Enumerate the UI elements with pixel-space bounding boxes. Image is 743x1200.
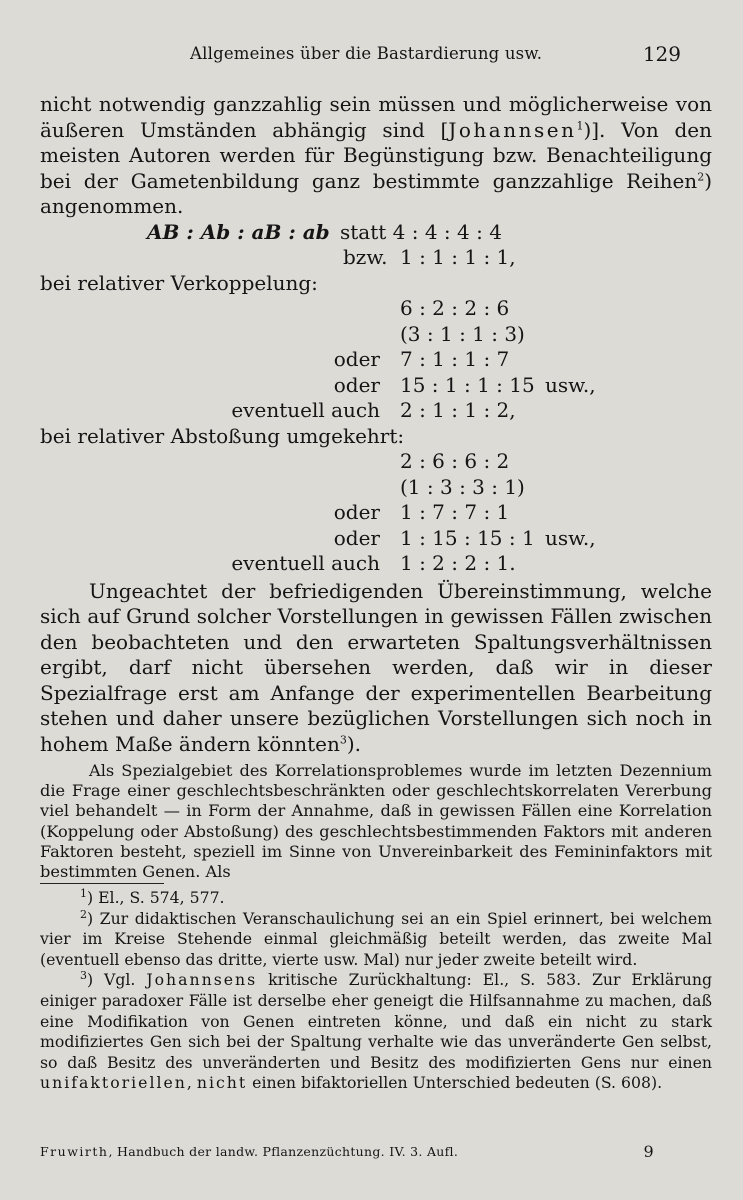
row-ratio: 1 : 7 : 7 : 1	[400, 500, 510, 524]
ratio-row	[40, 526, 712, 552]
row-ratio: (3 : 1 : 1 : 3)	[400, 321, 525, 346]
text-span: ).	[346, 731, 362, 756]
row-lead: oder	[333, 347, 380, 371]
ratio-row	[40, 398, 712, 424]
text-span: kritische Zurückhaltung: El., S. 583. Zur Erklärung einiger paradoxer Fälle ist derselbe eher geneigt die Hilfsannahme zu machen, daß eine Modifikation von Genen eintreten könne, und daß ein nicht zu stark modifiziertes Gen sich bei der Spaltung verhalte wie das unveränderte Gen selbst, so daß Besitz des unveränderten und Besitz des modifizierten Gens nur einen	[40, 970, 713, 1072]
footnote-mark: 1	[80, 886, 87, 900]
ratio-statt: statt 4 : 4 : 4 : 4	[340, 219, 502, 244]
text-span: ) angenommen.	[40, 168, 712, 218]
footnote-ref: 2	[697, 169, 705, 183]
author-name: Johannsen	[448, 117, 577, 142]
signature-mark: 9	[643, 1142, 654, 1161]
footnote-mark: 3	[80, 969, 87, 983]
text-span: nicht notwendig ganzzahlig sein müssen und möglicherweise von äußeren Umständen abhängig sind [	[40, 92, 712, 142]
footnote-2	[40, 909, 712, 971]
row-lead: bzw.	[343, 245, 388, 269]
emphasis: nicht	[196, 1073, 248, 1093]
footer-author: Fruwirth	[40, 1144, 109, 1159]
text-span: Ungeachtet der befriedigenden Übereinstimmung, welche sich auf Grund solcher Vorstellungen in gewissen Fällen zwischen den beobachteten und den erwarteten Spaltungsverhältnissen ergibt, darf nicht übersehen werden, daß wir in dieser Spezialfrage erst am Anfange der experimentellen Bearbeitung stehen und daher unsere bezüglichen Vorstellungen sich noch in hohem Maße ändern könnten	[40, 578, 712, 756]
row-ratio: 1 : 2 : 2 : 1.	[400, 551, 516, 575]
label-abstossung: bei relativer Abstoßung umgekehrt:	[40, 423, 405, 448]
ratio-row	[40, 475, 712, 501]
row-lead: eventuell auch	[231, 551, 380, 575]
row-ratio: (1 : 3 : 3 : 1)	[400, 474, 525, 499]
text-span: einen bifaktoriellen Unterschied bedeuten (S. 608).	[247, 1073, 663, 1093]
ratio-bzw: 1 : 1 : 1 : 1,	[400, 245, 516, 269]
row-tail: usw.,	[545, 372, 596, 397]
text-span: ) El., S. 574, 577.	[87, 888, 225, 907]
footnote-1	[40, 888, 712, 909]
genotype-formula: AB : Ab : aB : ab	[147, 219, 330, 244]
ratio-row	[40, 347, 712, 373]
label-verkoppelung: bei relativer Verkoppelung:	[40, 270, 318, 295]
footer-title: , Handbuch der landw. Pflanzenzüchtung. IV. 3. Aufl.	[108, 1144, 459, 1159]
verkoppelung-ratios	[40, 296, 712, 424]
row-tail: usw.,	[545, 525, 596, 550]
emphasis: unifaktoriellen	[40, 1073, 187, 1093]
running-title: Allgemeines über die Bastardierung usw.	[190, 44, 543, 63]
author-name: Johannsens	[146, 970, 258, 990]
formula-row-bzw	[40, 245, 712, 271]
footnotes	[40, 888, 712, 1094]
row-ratio: 1 : 15 : 15 : 1	[400, 525, 535, 550]
footnote-3	[40, 970, 712, 1094]
paragraph-1	[40, 92, 712, 220]
abstossung-ratios	[40, 449, 712, 577]
ratio-row	[40, 551, 712, 577]
paragraph-3: Als Spezialgebiet des Korrelationsproblemes wurde im letzten Dezennium die Frage einer geschlechtsbeschränkten oder geschlechtskorrelaten Vererbung viel behandelt — in Form der Annahme, daß in gewissen Fällen eine Korrelation (Koppelung oder Abstoßung) des geschlechtsbestimmenden Faktors mit anderen Faktoren besteht, speziell im Sinne von Unvereinbarkeit des Femininfaktors mit bestimmten Genen. Als	[40, 761, 712, 882]
row-ratio: 2 : 1 : 1 : 2,	[400, 398, 516, 422]
row-lead: oder	[333, 500, 380, 524]
ratio-row	[40, 449, 712, 475]
footnote-divider	[40, 883, 164, 884]
ratio-row	[40, 373, 712, 399]
body-text	[40, 92, 712, 882]
row-ratio: 15 : 1 : 1 : 15	[400, 372, 535, 397]
text-span: )]. Von den meisten Autoren werden für Begünstigung bzw. Benachteiligung bei der Gametenbildung ganz bestimmte ganzzahlige Reihen	[40, 117, 712, 193]
row-ratio: 2 : 6 : 6 : 2	[400, 449, 510, 473]
ratio-row	[40, 296, 712, 322]
text-span: ,	[186, 1073, 197, 1093]
footnote-ref: 1	[576, 118, 584, 132]
row-lead: eventuell auch	[231, 398, 380, 422]
text-span: ) Zur didaktischen Veranschaulichung sei an ein Spiel erinnert, bei welchem vier im Kreise Stehende einmal gleichmäßig beteilt werden, das zweite Mal (eventuell ebenso das dritte, vierte usw. Mal) nur jeder zweite beteilt wird.	[40, 908, 712, 969]
text-span: ) Vgl.	[87, 970, 147, 990]
row-lead: oder	[333, 525, 380, 550]
paragraph-2	[40, 579, 712, 758]
page-number: 129	[642, 42, 681, 66]
row-lead: oder	[333, 372, 380, 397]
formula-row-main	[40, 220, 712, 246]
footnote-ref: 3	[339, 732, 347, 746]
footnote-mark: 2	[80, 907, 87, 921]
ratio-row	[40, 322, 712, 348]
page-header	[0, 44, 743, 70]
row-ratio: 6 : 2 : 2 : 6	[400, 296, 510, 320]
page-footer	[40, 1144, 712, 1159]
row-ratio: 7 : 1 : 1 : 7	[400, 347, 510, 371]
ratio-row	[40, 500, 712, 526]
